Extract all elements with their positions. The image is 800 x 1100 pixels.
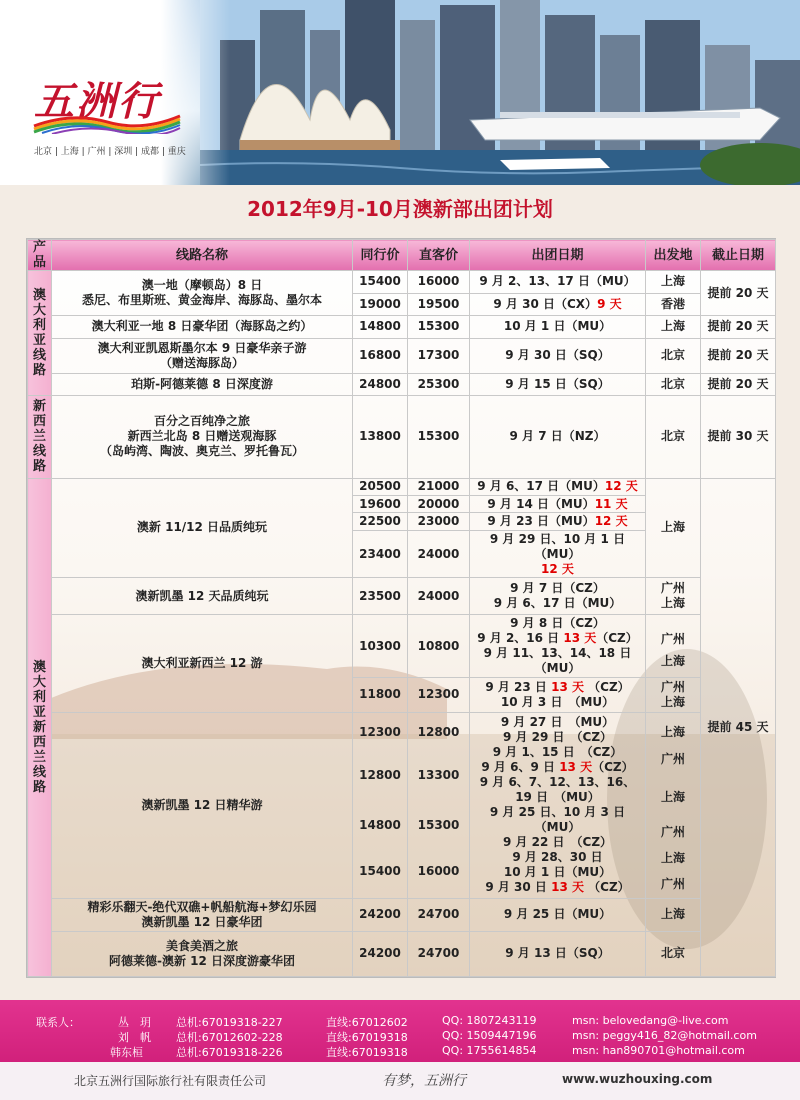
tour-dates: 9 月 7 日（NZ） <box>470 396 646 478</box>
direct-price: 10800 <box>408 615 470 678</box>
price-stack <box>408 712 470 898</box>
tour-date-text: 9 月 2、16 日 <box>477 631 560 645</box>
table-row <box>28 396 776 478</box>
tour-date-text: 9 月 23 日（MU） <box>487 514 595 529</box>
agent-price: 12800 <box>359 768 401 783</box>
header-dates: 出团日期 <box>470 240 646 271</box>
page-title: 2012年9月-10月澳新部出团计划 <box>247 197 553 221</box>
direct-price: 24000 <box>408 578 470 615</box>
deadline: 提前 30 天 <box>701 396 776 478</box>
tour-length-badge: 11 天 <box>594 496 628 511</box>
contact-direct: 直线:67019318 <box>326 1046 408 1059</box>
contact-msn: msn: peggy416_82@hotmail.com <box>572 1029 757 1042</box>
tour-date-line <box>472 880 643 895</box>
contact-phone: 总机:67012602-228 <box>176 1031 283 1044</box>
tour-airline: （CZ） <box>588 679 630 694</box>
brand-logo: 五洲行 <box>34 78 160 125</box>
departure-city: 上海 <box>646 898 701 931</box>
table-row <box>28 271 776 294</box>
route-name: 澳新凯墨 12 日精华游 <box>52 712 353 898</box>
departure-city: 北京 <box>646 396 701 478</box>
tour-date-line: 10 月 3 日 （MU） <box>500 694 615 709</box>
tour-date-text: 9 月 30 日（CX） <box>493 296 598 311</box>
departure-city-line: 上海 <box>660 694 685 709</box>
contact-name: 丛 玥 <box>118 1016 151 1029</box>
tour-dates <box>470 478 646 495</box>
tour-airline: （CZ） <box>596 631 638 645</box>
departure-city: 上海 <box>646 478 701 578</box>
contact-direct: 直线:67019318 <box>326 1031 408 1044</box>
header-banner <box>0 0 800 185</box>
route-name: 澳大利亚一地 8 日豪华团（海豚岛之约） <box>52 316 353 339</box>
agent-price: 24200 <box>353 898 408 931</box>
tour-date-line: 9 月 22 日 （CZ） <box>502 835 613 850</box>
departure-city-line: 上海 <box>660 790 685 805</box>
direct-price: 12300 <box>408 677 470 712</box>
tour-dates <box>470 677 646 712</box>
departure-city-line: 上海 <box>660 653 685 668</box>
tour-length-badge: 12 天 <box>594 514 628 529</box>
agent-price: 14800 <box>353 316 408 339</box>
contact-direct: 直线:67012602 <box>326 1016 408 1029</box>
route-name: 澳新 11/12 日品质纯玩 <box>52 478 353 578</box>
agent-price: 20500 <box>353 478 408 495</box>
contact-label: 联系人： <box>36 1016 80 1029</box>
table-row <box>28 898 776 931</box>
table-row <box>28 578 776 615</box>
logo-panel <box>0 0 230 185</box>
header-departure: 出发地 <box>646 240 701 271</box>
direct-price: 17300 <box>408 338 470 373</box>
departure-city-line: 广州 <box>660 581 685 596</box>
tour-length-badge: 13 天 <box>563 631 597 645</box>
agent-price: 19600 <box>353 495 408 512</box>
contact-msn: msn: belovedang@-live.com <box>572 1014 729 1027</box>
tour-dates: 9 月 2、13、17 日（MU） <box>470 271 646 294</box>
tour-date-line: 9 月 11、13、14、18 日（MU） <box>483 646 632 675</box>
departure-city: 北京 <box>646 338 701 373</box>
direct-price: 21000 <box>408 478 470 495</box>
tour-dates <box>470 578 646 615</box>
agent-price: 16800 <box>353 338 408 373</box>
agent-price: 14800 <box>359 818 401 833</box>
contact-name: 韩东桓 <box>110 1046 143 1059</box>
tour-date-text: 9 月 30 日 <box>485 880 547 895</box>
tour-date-text: 9 月 6、9 日 <box>481 760 555 775</box>
departure-city <box>646 615 701 678</box>
departure-city <box>646 578 701 615</box>
tour-dates <box>470 530 646 577</box>
departure-city-line: 上海 <box>660 725 685 740</box>
direct-price: 25300 <box>408 373 470 396</box>
footer <box>0 1000 800 1100</box>
tour-date-text: 9 月 6、17 日（MU） <box>477 479 605 494</box>
tour-date-line <box>472 631 643 646</box>
tour-date-line: 9 月 29 日 （CZ） <box>502 730 613 745</box>
brand-cities: 北京 | 上海 | 广州 | 深圳 | 成都 | 重庆 <box>34 147 186 157</box>
route-name: 澳新凯墨 12 天品质纯玩 <box>52 578 353 615</box>
departure-city: 北京 <box>646 373 701 396</box>
departure-city <box>646 677 701 712</box>
tour-schedule-table <box>27 239 776 977</box>
route-name: 澳大利亚新西兰 12 游 <box>52 615 353 713</box>
route-name: 珀斯-阿德莱德 8 日深度游 <box>52 373 353 396</box>
tour-dates: 9 月 15 日（SQ） <box>470 373 646 396</box>
tour-dates <box>470 293 646 316</box>
table-row <box>28 712 776 898</box>
tour-date-line: 9 月 1、15 日 （CZ） <box>492 745 623 760</box>
tour-length-badge: 12 天 <box>541 561 574 576</box>
table-row <box>28 478 776 495</box>
direct-price: 23000 <box>408 513 470 530</box>
sydney-skyline-image <box>200 0 800 185</box>
header-category: 产品 <box>28 240 52 271</box>
agent-price: 22500 <box>353 513 408 530</box>
category-au-nz: 澳大利亚新西兰线路 <box>28 478 52 976</box>
tour-dates: 9 月 13 日（SQ） <box>470 931 646 976</box>
tour-dates <box>470 712 646 898</box>
deadline: 提前 20 天 <box>701 271 776 316</box>
tour-dates: 9 月 25 日（MU） <box>470 898 646 931</box>
contact-phone: 总机:67019318-226 <box>176 1046 283 1059</box>
tour-airline: （CZ） <box>592 760 634 775</box>
tour-dates: 9 月 30 日（SQ） <box>470 338 646 373</box>
agent-price: 24200 <box>353 931 408 976</box>
tour-dates <box>470 513 646 530</box>
tour-date-line <box>472 680 643 695</box>
direct-price: 15300 <box>408 316 470 339</box>
table-row <box>28 338 776 373</box>
tour-date-line: 9 月 7 日（CZ） <box>510 581 605 596</box>
direct-price: 15300 <box>417 818 460 833</box>
departure-city: 香港 <box>646 293 701 316</box>
agent-price: 19000 <box>353 293 408 316</box>
contact-qq: QQ: 1509447196 <box>442 1029 537 1042</box>
header-agent-price: 同行价 <box>353 240 408 271</box>
deadline: 提前 20 天 <box>701 316 776 339</box>
company-name: 北京五洲行国际旅行社有限责任公司 <box>74 1074 267 1088</box>
direct-price: 24700 <box>408 931 470 976</box>
tour-length-badge: 13 天 <box>551 880 584 895</box>
direct-price: 19500 <box>408 293 470 316</box>
route-name: 澳一地（摩顿岛）8 日 悉尼、布里斯班、黄金海岸、海豚岛、墨尔本 <box>52 271 353 316</box>
deadline: 提前 20 天 <box>701 373 776 396</box>
price-stack <box>353 712 408 898</box>
tour-date-line: 9 月 6、17 日（MU） <box>493 596 622 611</box>
tour-dates <box>470 495 646 512</box>
departure-city <box>646 712 701 898</box>
tour-date-line: 9 月 25 日、10 月 3 日 （MU） <box>489 805 626 835</box>
tour-date-line: 9 月 28、30 日 10 月 1 日（MU） <box>503 850 612 880</box>
tour-date-line: 9 月 27 日 （MU） <box>500 715 615 730</box>
direct-price: 12800 <box>417 725 460 740</box>
tour-airline: （CZ） <box>588 880 630 895</box>
route-name: 精彩乐翻天-绝代双礁+帆船航海+梦幻乐园 澳新凯墨 12 日豪华团 <box>52 898 353 931</box>
departure-city: 上海 <box>646 271 701 294</box>
agent-price: 13800 <box>353 396 408 478</box>
tour-date-line: 9 月 6、7、12、13、16、 19 日 （MU） <box>479 775 636 805</box>
departure-city: 上海 <box>646 316 701 339</box>
deadline: 提前 45 天 <box>701 478 776 976</box>
route-name: 百分之百纯净之旅 新西兰北岛 8 日赠送观海豚 （岛屿湾、陶波、奥克兰、罗托鲁瓦） <box>52 396 353 478</box>
direct-price: 16000 <box>417 864 460 879</box>
route-name: 澳大利亚凯恩斯墨尔本 9 日豪华亲子游 （赠送海豚岛） <box>52 338 353 373</box>
direct-price: 24700 <box>408 898 470 931</box>
table-row <box>28 931 776 976</box>
tour-date-text: 9 月 29 日、10 月 1 日（MU） <box>489 531 626 561</box>
direct-price: 24000 <box>408 530 470 577</box>
contact-name: 刘 帆 <box>118 1031 151 1044</box>
category-new-zealand: 新西兰线路 <box>28 396 52 478</box>
departure-city-line: 广州 <box>660 631 685 646</box>
footer-bottom-bar <box>0 1062 800 1100</box>
tour-length-badge: 13 天 <box>559 760 593 775</box>
agent-price: 11800 <box>353 677 408 712</box>
agent-price: 15400 <box>359 864 401 879</box>
departure-city-line: 广州 <box>660 877 685 892</box>
table-row <box>28 615 776 678</box>
table-row <box>28 373 776 396</box>
contact-phone: 总机:67019318-227 <box>176 1016 283 1029</box>
deadline: 提前 20 天 <box>701 338 776 373</box>
tour-date-line: 9 月 8 日（CZ） <box>510 616 605 630</box>
header-route: 线路名称 <box>52 240 353 271</box>
departure-city-line: 广州 <box>660 825 685 840</box>
direct-price: 20000 <box>408 495 470 512</box>
tour-length-badge: 9 天 <box>597 296 622 311</box>
agent-price: 23400 <box>353 530 408 577</box>
rainbow-swoosh-icon <box>32 108 182 134</box>
tour-dates: 10 月 1 日（MU） <box>470 316 646 339</box>
schedule-table-panel <box>26 238 776 978</box>
category-australia: 澳大利亚线路 <box>28 271 52 396</box>
tour-date-text: 9 月 14 日（MU） <box>487 496 595 511</box>
table-row <box>28 316 776 339</box>
tour-date-line <box>472 760 643 775</box>
website-link[interactable]: www.wuzhouxing.com <box>562 1072 713 1086</box>
departure-city-line: 上海 <box>660 851 685 866</box>
header-direct-price: 直客价 <box>408 240 470 271</box>
tour-dates <box>470 615 646 678</box>
departure-city-line: 上海 <box>660 596 685 611</box>
tour-date-text: 9 月 23 日 <box>485 679 547 694</box>
agent-price: 24800 <box>353 373 408 396</box>
tour-length-badge: 13 天 <box>551 679 584 694</box>
direct-price: 15300 <box>408 396 470 478</box>
direct-price: 16000 <box>408 271 470 294</box>
tour-length-badge: 12 天 <box>604 479 638 494</box>
departure-city-line: 广州 <box>660 752 685 767</box>
contact-qq: QQ: 1755614854 <box>442 1044 537 1057</box>
agent-price: 15400 <box>353 271 408 294</box>
agent-price: 10300 <box>353 615 408 678</box>
direct-price: 13300 <box>417 768 460 783</box>
contact-qq: QQ: 1807243119 <box>442 1014 537 1027</box>
contact-msn: msn: han890701@hotmail.com <box>572 1044 745 1057</box>
departure-city: 北京 <box>646 931 701 976</box>
header-deadline: 截止日期 <box>701 240 776 271</box>
agent-price: 12300 <box>359 725 401 740</box>
route-name: 美食美酒之旅 阿德莱德-澳新 12 日深度游豪华团 <box>52 931 353 976</box>
table-header-row <box>28 240 776 271</box>
agent-price: 23500 <box>353 578 408 615</box>
brand-slogan: 有梦，五洲行 <box>382 1073 466 1089</box>
departure-city-line: 广州 <box>660 679 685 694</box>
